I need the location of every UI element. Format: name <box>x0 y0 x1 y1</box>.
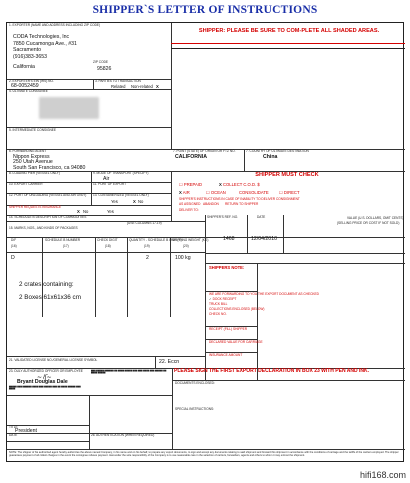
doc-insurance-amount: INSURANCE AMOUNT <box>209 353 243 357</box>
col-n19: (19) <box>144 244 150 248</box>
parties-label: 3. PARTIES TO TRANSACTION <box>95 79 141 83</box>
exporter-zip: 95826 <box>97 66 112 72</box>
parties-related: Related <box>111 84 126 89</box>
doc-collections: COLLECTIONS ENCLOSED (BELOW) <box>209 307 265 311</box>
unloading-port-label: 12. PORT OF UNLOADING (VESSEL AND AIR ONLY) <box>9 193 87 197</box>
exporter-state: California <box>13 64 35 70</box>
forwarding-street: 250 Utah Avenue <box>13 159 53 165</box>
documents-enclosed-label: DOCUMENTS ENCLOSED: <box>175 381 215 385</box>
check-air: X AIR <box>179 190 190 195</box>
option-abandon: ABANDON <box>203 202 219 206</box>
shipper-insurance-label: SHIPPER REQUESTS INSURANCE <box>9 205 62 209</box>
loading-pier-label: 8. LOADING PIER (VESSEL ONLY) <box>9 171 60 175</box>
col-n20: (20) <box>183 244 189 248</box>
insurance-yes: Yes <box>107 209 114 214</box>
col-df: D/F <box>11 238 17 242</box>
title-label: TITLE <box>9 425 18 429</box>
crates-description: 2 crates containing: <box>19 281 74 288</box>
title-value: President <box>15 428 37 434</box>
forwarding-docs-label: WE ARE FORWARDING TO YOU THE EXPORT DOCUMENT AS CHECKED <box>209 292 319 296</box>
row-quantity: 2 <box>146 255 149 261</box>
footer-note: NOTE: The shipper of his authorized agent hereby authorizes the above named Company, in his name and on his behalf, to prepare any export documents, to sign and accept any documents relating to said shipment and forward this shipment in accordance with the conditions of carriage and the tariffs of the carriers employed. The shipper guarantees payment of all collect charges in the event the consignee refuses payment. Hereunder the sole responsibility of the Company is to use reasonable care in the selection of carriers, forwarders, agents and others to whom it may entrust the shipment. <box>9 451 399 457</box>
value-header: VALUE (U.S. DOLLARS, OMIT CENTS) <box>347 216 404 220</box>
doc-receipt: RECEIPT (FILL) SHIPPER <box>209 327 248 331</box>
mode-transport-label: 9. MODE OF TRANSPORT (SPECIFY) <box>93 171 149 175</box>
doc-truck-bill: TRUCK BILL <box>209 302 228 306</box>
officer-fine-print: ▆▆▆▆▆ ▆▆▆ ▆▆▆▆▆▆ ▆▆▆▆ ▆▆▆ ▆▆▆▆▆ ▆▆▆ ▆▆ ▆▆▆▆ ▆▆▆▆▆ ▆▆▆ ▆▆▆▆ <box>9 386 81 391</box>
forwarding-agent-label: 6. FORWARDING AGENT <box>9 149 47 153</box>
col-n17: (17) <box>63 244 69 248</box>
check-consolidate: CONSOLIDATE <box>239 190 269 195</box>
row-df: D <box>11 255 15 261</box>
col-schedule: SCHEDULE B NUMBER <box>45 238 81 242</box>
forwarding-city: South San Francisco, ca 94080 <box>13 165 86 171</box>
ein-value: 68-0052459 <box>11 83 39 89</box>
special-instructions-label: SPECIAL INSTRUCTIONS: <box>175 407 215 411</box>
ultimate-consignee-label: 4. ULTIMATE CONSIGNEE <box>9 89 48 93</box>
shaded-areas-notice: SHIPPER: PLEASE BE SURE TO COM-PLETE ALL SHADED AREAS. <box>198 28 380 34</box>
check-direct: ☐ DIRECT <box>279 190 300 195</box>
first-export-notice: PLEASE SIGN THE FIRST EXPORT DECLARATION IN BOX 23 WITH PEN AND INK. <box>174 368 370 374</box>
shippers-letter-form <box>6 22 404 462</box>
exporter-label: 1. EXPORTER (NAME AND ADDRESS INCLUDING ZIP CODE) <box>9 23 101 27</box>
doc-check-nr: CHECK NO. <box>209 312 227 316</box>
authorized-name: Bryant Douglas Dale <box>17 379 68 385</box>
forwarding-name: Nippon Express <box>13 154 50 160</box>
authentication-label: 26. AUTHENTICATION (WHEN REQUIRED) <box>91 433 155 437</box>
eccn-label: 22. Eccn <box>159 359 180 365</box>
auth-date-label: DATE <box>9 433 18 437</box>
row-weight: 100 kg <box>175 255 191 261</box>
containerized-yes: Yes <box>111 199 118 204</box>
export-carrier-label: 10. EXPORT CARRIER <box>9 182 43 186</box>
col-n18: (18) <box>105 244 111 248</box>
check-collect: X COLLECT C.O.D. $ <box>219 182 260 187</box>
exporter-phone: (916)383-3653 <box>13 54 48 60</box>
intermediate-consignee-label: 5. INTERMEDIATE CONSIGNEE <box>9 128 57 132</box>
exporter-city: Sacramento <box>13 47 41 53</box>
authorized-officer-label: 23. DULY AUTHORIZED OFFICER OR EMPLOYEE <box>9 369 83 373</box>
option-return: RETURN TO SHIPPER <box>225 202 259 206</box>
boxes-description: 2 Boxes 61x61x36 cm <box>19 294 81 301</box>
marks-label: 15. MARKS, NOS., AND KINDS OF PACKAGES <box>9 226 78 230</box>
check-ocean: ☐ OCEAN <box>206 190 226 195</box>
option-deliver: DELIVER TO: <box>179 208 199 212</box>
commodities-sub: (USE COLUMNS 17-19) <box>127 221 162 225</box>
ein-label: 2. EXPORTER'S EIN (IRS) NO. <box>9 79 54 83</box>
parties-nonrelated: Non-related <box>131 84 153 89</box>
containerized-mark: X <box>133 199 136 204</box>
inability-instructions: SHIPPER'S INSTRUCTIONS IN CASE OF INABILITY TO DELIVER CONSIGNMENT <box>179 197 300 201</box>
country-destination-label: 7. COUNTRY OF ULTIMATE DESTINATION <box>246 149 309 153</box>
zip-label: ZIP CODE <box>93 60 108 64</box>
col-weight: SHIPPING WEIGHT (KG) <box>172 238 209 242</box>
value-subheader: (SELLING PRICE OR COST IF NOT SOLD) <box>337 221 400 225</box>
country-destination-value: China <box>263 154 278 160</box>
parties-mark: X <box>156 84 159 89</box>
insurance-no: No <box>83 209 89 214</box>
export-port-label: 11. PORT OF EXPORT <box>93 182 127 186</box>
origin-value: CALIFORNIA <box>175 154 207 160</box>
check-prepaid: ☐ PREPAID <box>179 182 202 187</box>
authorization-fine-print: ▆▆▆ ▆▆▆▆▆ ▆▆▆▆▆▆ ▆▆ ▆▆▆▆ ▆▆▆▆▆ ▆▆▆ ▆▆▆ ▆▆▆▆ ▆▆▆ ▆▆▆▆▆ ▆▆ ▆▆▆▆ ▆▆▆▆▆ <box>91 370 167 375</box>
insurance-mark: X <box>77 209 80 214</box>
col-check-digit: CHECK DIGIT <box>97 238 118 242</box>
license-label: 21. VALIDATED LICENSE NO./GENERAL LICENSE SYMBOL <box>9 358 98 362</box>
shippers-note: SHIPPERS NOTE: <box>209 265 245 270</box>
commodities-label: 14. SCHEDULE B DESCRIPTION OF COMMODITIES <box>9 215 87 219</box>
containerized-label: 13. CONTAINERIZED (VESSEL ONLY) <box>93 193 149 197</box>
shipper-must-check-title: SHIPPER MUST CHECK <box>255 172 319 178</box>
shippers-ref-value: 1468 <box>223 236 235 242</box>
origin-label: 7. POINT (STATE) OF ORIGIN OR FTZ NO. <box>173 149 236 153</box>
signature: ~⌇ʃ~ <box>37 374 52 381</box>
containerized-no: No <box>138 199 144 204</box>
exporter-street: 7850 Cucamonga Ave., #31 <box>13 41 77 47</box>
date-label: DATE <box>257 215 266 219</box>
date-value: 12/04/2010 <box>251 236 277 242</box>
col-n16: (16) <box>11 244 17 248</box>
watermark: hifi168.com <box>359 470 406 480</box>
option-as-assigned: AS ASSIGNED <box>179 202 201 206</box>
col-quantity: QUANTITY - SCHEDULE B UNIT (S) <box>129 238 182 242</box>
redacted-consignee <box>39 97 99 119</box>
doc-dock-receipt: ✓ DOCK RECEIPT <box>209 297 237 301</box>
doc-declared-value: DECLARED VALUE FOR CARRIAGE <box>209 340 263 344</box>
form-title: SHIPPER`S LETTER OF INSTRUCTIONS <box>92 4 318 16</box>
mode-transport-value: Air <box>103 176 110 182</box>
exporter-name: CODA Technologies, Inc <box>13 34 70 40</box>
shippers-ref-label: SHIPPER'S REF. NO. <box>207 215 239 219</box>
